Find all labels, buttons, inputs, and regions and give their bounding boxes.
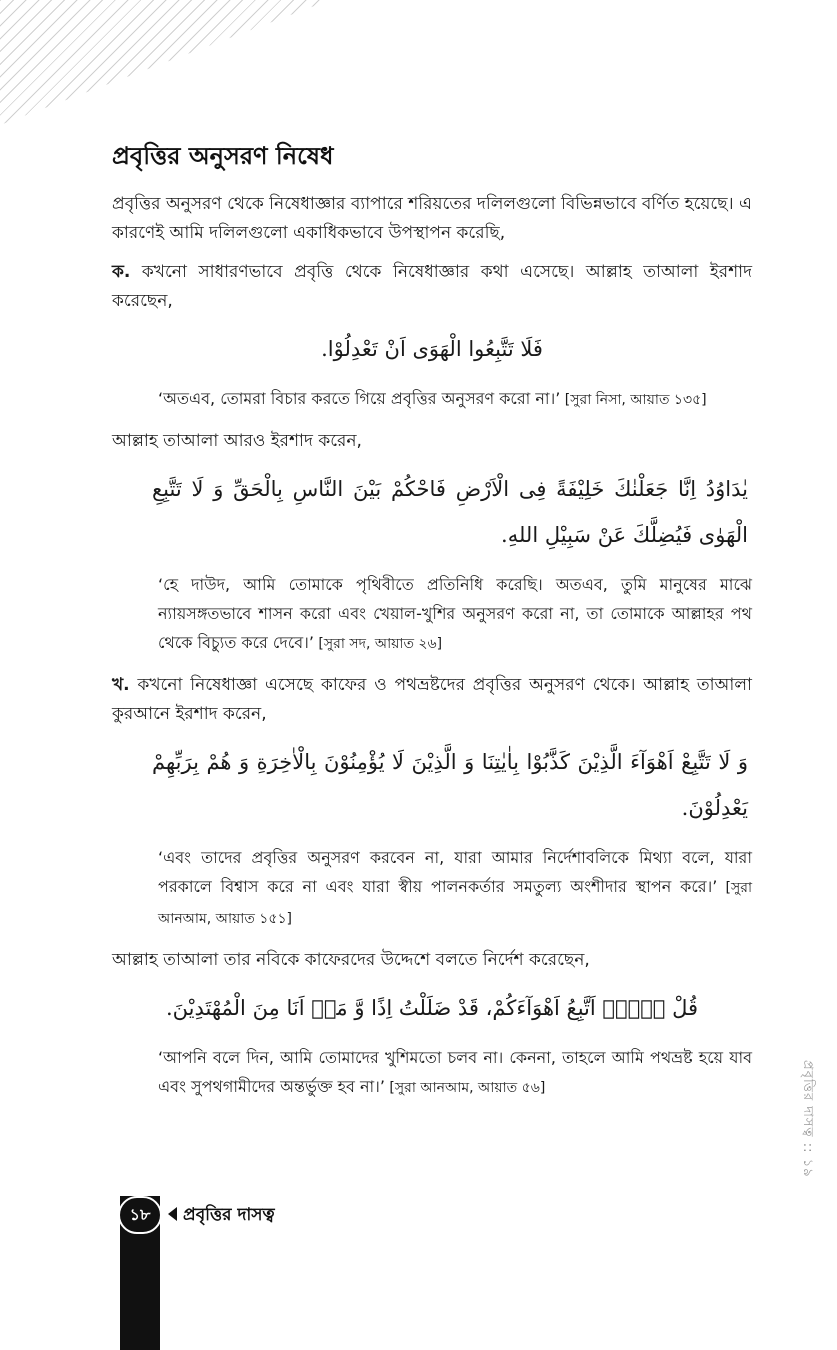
page-content xyxy=(112,128,752,1115)
footer-book-title: প্রবৃত্তির দাসত্ব xyxy=(183,1205,275,1225)
arabic-verse-3: وَ لَا تَتَّبِعْ اَهْوَآءَ الَّذِيْنَ كَذَّبُوْا بِاٰيٰتِنَا وَ الَّذِيْنَ لَا يُؤْمِنُوْنَ بِالْاٰخِرَةِ وَ هُمْ بِرَبِّهِمْ يَعْدِلُوْنَ. xyxy=(152,750,748,820)
point-kha-paragraph xyxy=(112,671,752,729)
point-kha-label: খ. xyxy=(112,675,130,695)
point-kha-text: কখনো নিষেধাজ্ঞা এসেছে কাফের ও পথভ্রষ্টদের প্রবৃত্তির অনুসরণ থেকে। আল্লাহ তাআলা কুরআনে ইরশাদ করেন, xyxy=(112,675,752,724)
corner-hatch-decoration xyxy=(0,0,330,125)
arabic-verse-1: فَلَا تَتَّبِعُوا الْهَوَى اَنْ تَعْدِلُوْا. xyxy=(321,337,543,361)
translation-quote-4 xyxy=(158,1043,752,1103)
side-running-title: প্রবৃত্তির দাসত্ব :: ১৯ xyxy=(800,1060,815,1178)
page-number-badge: ১৮ xyxy=(118,1196,162,1234)
point-ka-text: কখনো সাধারণভাবে প্রবৃত্তি থেকে নিষেধাজ্ঞার কথা এসেছে। আল্লাহ তাআলা ইরশাদ করেছেন, xyxy=(112,262,752,311)
quote-4-text: ‘আপনি বলে দিন, আমি তোমাদের খুশিমতো চলব না। কেননা, তাহলে আমি পথভ্রষ্ট হয়ে যাব এবং সুপথগামীদের অন্তর্ভুক্ত হব না।’ xyxy=(158,1048,752,1096)
quote-4-reference: [সুরা আনআম, আয়াত ৫৬] xyxy=(384,1080,546,1096)
point-ka-label: ক. xyxy=(112,262,131,282)
arabic-verse-2: يٰدَاوُدُ اِنَّا جَعَلْنٰكَ خَلِيْفَةً فِى الْاَرْضِ فَاحْكُمْ بَيْنَ النَّاسِ بِالْحَقِّ وَ لَا تَتَّبِعِ الْهَوٰى فَيُضِلَّكَ عَنْ سَبِيْلِ اللهِ. xyxy=(152,477,748,547)
translation-quote-3 xyxy=(158,843,752,934)
quote-1-reference: [সুরা নিসা, আয়াত ১৩৫] xyxy=(560,392,707,408)
bridge-paragraph-2: আল্লাহ তাআলা তার নবিকে কাফেরদের উদ্দেশে বলতে নির্দেশ করেছেন, xyxy=(112,950,590,970)
translation-quote-1 xyxy=(158,384,752,415)
triangle-left-icon xyxy=(168,1207,177,1221)
quote-2-reference: [সুরা সদ, আয়াত ২৬] xyxy=(313,636,443,652)
quote-3-text: ‘এবং তাদের প্রবৃত্তির অনুসরণ করবেন না, যারা আমার নির্দেশাবলিকে মিথ্যা বলে, যারা পরকালে বিশ্বাস করে না এবং যারা স্বীয় পালনকর্তার সমতুল্য অংশীদার স্থাপন করে।’ xyxy=(158,848,752,896)
quote-1-text: ‘অতএব, তোমরা বিচার করতে গিয়ে প্রবৃত্তির অনুসরণ করো না।’ xyxy=(158,389,561,408)
quote-2-text: ‘হে দাউদ, আমি তোমাকে পৃথিবীতে প্রতিনিধি করেছি। অতএব, তুমি মানুষের মাঝে ন্যায়সঙ্গতভাবে শাসন করো এবং খেয়াল-খুশির অনুসরণ করো না, তা তোমাকে আল্লাহর পথ থেকে বিচ্যুত করে দেবে।’ xyxy=(158,575,752,652)
point-ka-paragraph xyxy=(112,258,752,316)
quote-3-reference: [সুরা আনআম, আয়াত ১৫১] xyxy=(158,880,753,927)
translation-quote-2 xyxy=(158,570,752,659)
bridge-paragraph-1: আল্লাহ তাআলা আরও ইরশাদ করেন, xyxy=(112,431,362,451)
intro-paragraph: প্রবৃত্তির অনুসরণ থেকে নিষেধাজ্ঞার ব্যাপারে শরিয়তের দলিলগুলো বিভিন্নভাবে বর্ণিত হয়েছে। এ কারণেই আমি দলিলগুলো একাধিকভাবে উপস্থাপন করেছি, xyxy=(112,194,752,243)
arabic-verse-4: قُلْ لَّاۤ اَتَّبِعُ اَهْوَآءَكُمْ، قَدْ ضَلَلْتُ اِذًا وَّ مَاۤ اَنَا مِنَ الْمُهْتَدِيْنَ. xyxy=(165,996,699,1020)
section-title: প্রবৃত্তির অনুসরণ নিষেধ xyxy=(112,142,334,170)
